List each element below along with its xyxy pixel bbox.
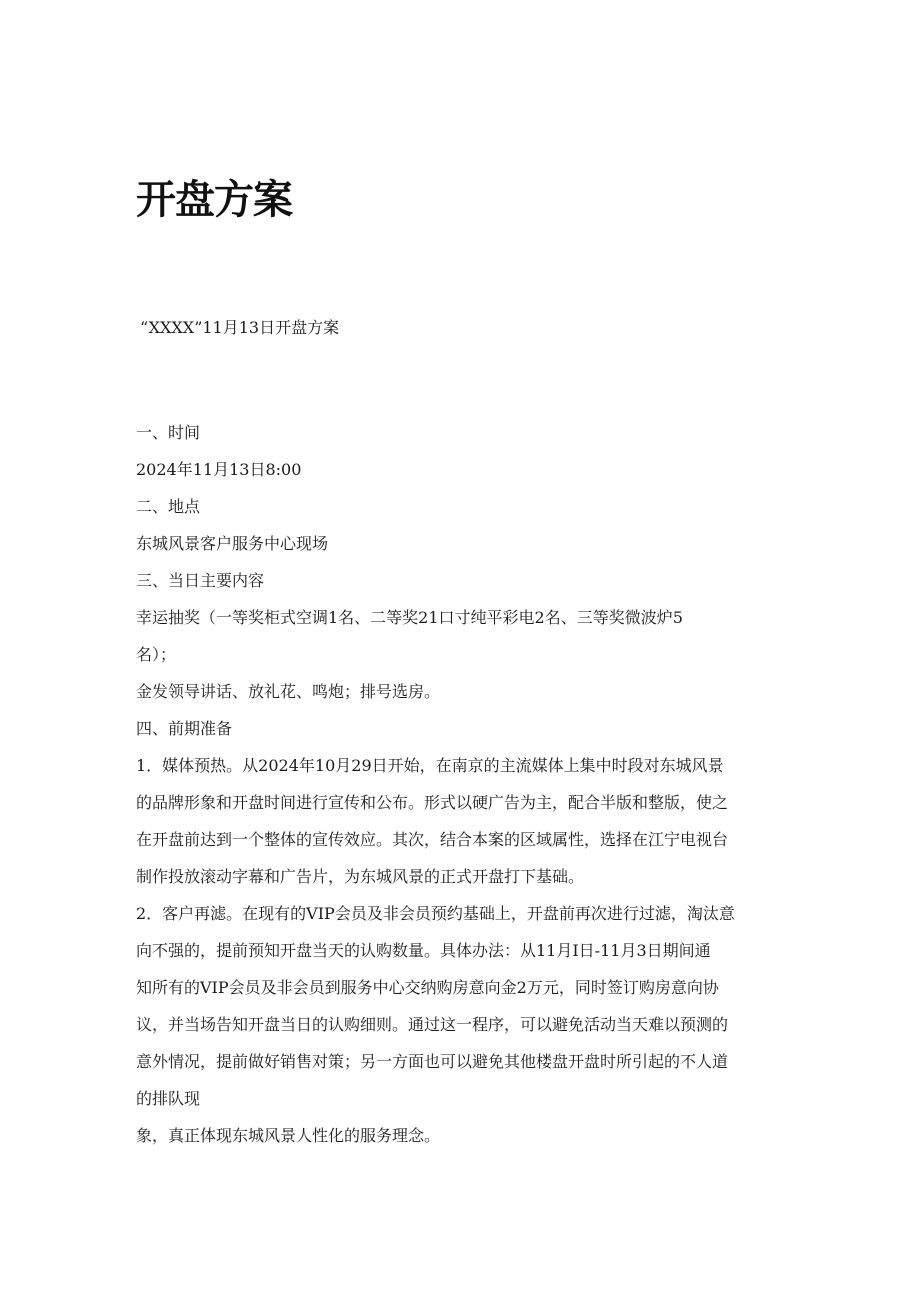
paragraph-line: 名）； <box>136 645 177 664</box>
section-heading-content: 三、当日主要内容 <box>136 571 265 590</box>
section-heading-preparation: 四、前期准备 <box>136 719 233 738</box>
paragraph-line: 2．客户再滤。在现有的VIP会员及非会员预约基础上，开盘前再次进行过滤，淘汰意 <box>136 904 735 923</box>
document-body <box>136 420 786 1160</box>
paragraph-line: 金发领导讲话、放礼花、鸣炮；排号选房。 <box>136 682 441 701</box>
paragraph-line: 东城风景客户服务中心现场 <box>136 534 329 553</box>
paragraph-line: 向不强的，提前预知开盘当天的认购数量。具体办法：从11月I日-11月3日期间通 <box>136 941 711 960</box>
paragraph-line: 的品牌形象和开盘时间进行宣传和公布。形式以硬广告为主，配合半版和整版，使之 <box>136 793 729 812</box>
paragraph-line: 在开盘前达到一个整体的宣传效应。其次，结合本案的区域属性，选择在江宁电视台 <box>136 830 729 849</box>
document-subtitle: “XXXX”11月13日开盘方案 <box>140 318 340 337</box>
paragraph-line: 议，并当场告知开盘当日的认购细则。通过这一程序，可以避免活动当天难以预测的 <box>136 1015 729 1034</box>
section-heading-location: 二、地点 <box>136 497 201 516</box>
paragraph-line: 1．媒体预热。从2024年10月29日开始，在南京的主流媒体上集中时段对东城风景 <box>136 756 724 775</box>
paragraph-line: 意外情况，提前做好销售对策；另一方面也可以避免其他楼盘开盘时所引起的不人道 <box>136 1052 729 1071</box>
section-heading-time: 一、时间 <box>136 423 201 442</box>
paragraph-line: 知所有的VIP会员及非会员到服务中心交纳购房意向金2万元，同时签订购房意向协 <box>136 978 719 997</box>
document-title: 开盘方案 <box>136 177 292 223</box>
paragraph-line: 制作投放滚动字幕和广告片，为东城风景的正式开盘打下基础。 <box>136 867 585 886</box>
paragraph-line: 象，真正体现东城风景人性化的服务理念。 <box>136 1126 441 1145</box>
paragraph-line: 2024年11月13日8:00 <box>136 460 302 479</box>
paragraph-line: 幸运抽奖（一等奖柜式空调1名、二等奖21口寸纯平彩电2名、三等奖微波炉5 <box>136 608 683 627</box>
paragraph-line: 的排队现 <box>136 1089 201 1108</box>
